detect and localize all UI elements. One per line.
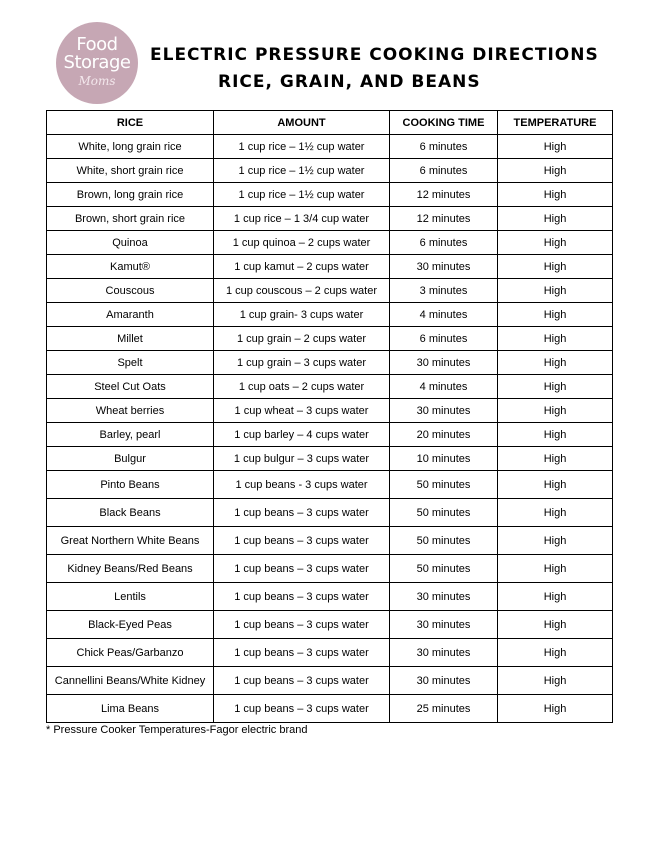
table-row [47, 695, 613, 723]
cell-time: 50 minutes [390, 527, 498, 555]
cell-time: 4 minutes [390, 303, 498, 327]
cell-time: 50 minutes [390, 555, 498, 583]
cell-item: White, short grain rice [47, 159, 214, 183]
cell-amount: 1 cup kamut – 2 cups water [214, 255, 390, 279]
cell-temperature: High [498, 527, 613, 555]
table-row [47, 159, 613, 183]
table-row [47, 231, 613, 255]
table-row [47, 583, 613, 611]
cell-amount: 1 cup rice – 1½ cup water [214, 135, 390, 159]
cell-item: Brown, long grain rice [47, 183, 214, 207]
cell-time: 6 minutes [390, 327, 498, 351]
cell-item: Lima Beans [47, 695, 214, 723]
cell-temperature: High [498, 303, 613, 327]
cell-temperature: High [498, 667, 613, 695]
cell-temperature: High [498, 231, 613, 255]
cell-time: 50 minutes [390, 499, 498, 527]
cell-amount: 1 cup rice – 1 3/4 cup water [214, 207, 390, 231]
table-row [47, 351, 613, 375]
cell-time: 6 minutes [390, 135, 498, 159]
header-cooking-time: COOKING TIME [390, 111, 498, 135]
cell-amount: 1 cup beans – 3 cups water [214, 667, 390, 695]
table-row [47, 423, 613, 447]
table-row [47, 279, 613, 303]
cell-amount: 1 cup wheat – 3 cups water [214, 399, 390, 423]
table-row [47, 611, 613, 639]
cell-temperature: High [498, 135, 613, 159]
table-header-row [47, 111, 613, 135]
header-rice: RICE [47, 111, 214, 135]
table-row [47, 499, 613, 527]
cell-amount: 1 cup bulgur – 3 cups water [214, 447, 390, 471]
cell-temperature: High [498, 639, 613, 667]
table-row [47, 471, 613, 499]
table-row [47, 135, 613, 159]
cell-temperature: High [498, 255, 613, 279]
cell-time: 3 minutes [390, 279, 498, 303]
logo-line1: Food [76, 34, 118, 55]
cell-item: Cannellini Beans/White Kidney [47, 667, 214, 695]
cell-time: 6 minutes [390, 231, 498, 255]
table-row [47, 375, 613, 399]
cell-item: Bulgur [47, 447, 214, 471]
cell-time: 50 minutes [390, 471, 498, 499]
cell-temperature: High [498, 279, 613, 303]
table-row [47, 639, 613, 667]
food-storage-moms-logo [56, 22, 138, 104]
cell-item: Black Beans [47, 499, 214, 527]
cell-temperature: High [498, 183, 613, 207]
cell-item: White, long grain rice [47, 135, 214, 159]
cell-item: Brown, short grain rice [47, 207, 214, 231]
cell-item: Kidney Beans/Red Beans [47, 555, 214, 583]
cooking-directions-table [46, 110, 613, 723]
cell-time: 30 minutes [390, 639, 498, 667]
cell-time: 12 minutes [390, 183, 498, 207]
footnote: * Pressure Cooker Temperatures-Fagor electric brand [46, 724, 308, 736]
table-row [47, 447, 613, 471]
cell-item: Kamut® [47, 255, 214, 279]
table-row [47, 207, 613, 231]
cell-temperature: High [498, 611, 613, 639]
table-row [47, 667, 613, 695]
cell-temperature: High [498, 555, 613, 583]
table-row [47, 327, 613, 351]
cell-amount: 1 cup rice – 1½ cup water [214, 183, 390, 207]
cell-temperature: High [498, 159, 613, 183]
cell-amount: 1 cup couscous – 2 cups water [214, 279, 390, 303]
header-temperature: TEMPERATURE [498, 111, 613, 135]
table-row [47, 555, 613, 583]
cell-item: Lentils [47, 583, 214, 611]
cell-temperature: High [498, 351, 613, 375]
cell-time: 10 minutes [390, 447, 498, 471]
cell-amount: 1 cup beans – 3 cups water [214, 695, 390, 723]
cell-amount: 1 cup beans – 3 cups water [214, 527, 390, 555]
cell-item: Steel Cut Oats [47, 375, 214, 399]
cell-time: 20 minutes [390, 423, 498, 447]
cell-temperature: High [498, 695, 613, 723]
cell-amount: 1 cup beans – 3 cups water [214, 611, 390, 639]
cell-item: Spelt [47, 351, 214, 375]
cell-time: 30 minutes [390, 611, 498, 639]
cell-amount: 1 cup rice – 1½ cup water [214, 159, 390, 183]
cell-temperature: High [498, 583, 613, 611]
cell-time: 12 minutes [390, 207, 498, 231]
table-row [47, 303, 613, 327]
cell-time: 30 minutes [390, 351, 498, 375]
cell-amount: 1 cup grain – 2 cups water [214, 327, 390, 351]
cell-time: 25 minutes [390, 695, 498, 723]
cell-item: Great Northern White Beans [47, 527, 214, 555]
cell-time: 4 minutes [390, 375, 498, 399]
table-row [47, 183, 613, 207]
cell-amount: 1 cup beans – 3 cups water [214, 639, 390, 667]
cell-time: 30 minutes [390, 399, 498, 423]
cell-amount: 1 cup beans – 3 cups water [214, 499, 390, 527]
cell-temperature: High [498, 375, 613, 399]
cell-time: 6 minutes [390, 159, 498, 183]
table-row [47, 527, 613, 555]
cell-item: Couscous [47, 279, 214, 303]
cell-time: 30 minutes [390, 667, 498, 695]
cell-amount: 1 cup beans – 3 cups water [214, 555, 390, 583]
cell-temperature: High [498, 327, 613, 351]
cell-item: Amaranth [47, 303, 214, 327]
cell-item: Quinoa [47, 231, 214, 255]
cell-item: Black-Eyed Peas [47, 611, 214, 639]
cell-time: 30 minutes [390, 583, 498, 611]
header-amount: AMOUNT [214, 111, 390, 135]
cell-amount: 1 cup beans – 3 cups water [214, 583, 390, 611]
cell-temperature: High [498, 447, 613, 471]
cell-time: 30 minutes [390, 255, 498, 279]
page-title-line1: ELECTRIC PRESSURE COOKING DIRECTIONS [150, 45, 599, 65]
cell-temperature: High [498, 399, 613, 423]
cell-temperature: High [498, 499, 613, 527]
cell-item: Wheat berries [47, 399, 214, 423]
cell-amount: 1 cup quinoa – 2 cups water [214, 231, 390, 255]
table-row [47, 399, 613, 423]
cell-temperature: High [498, 423, 613, 447]
cell-amount: 1 cup barley – 4 cups water [214, 423, 390, 447]
cell-amount: 1 cup oats – 2 cups water [214, 375, 390, 399]
cell-temperature: High [498, 471, 613, 499]
cell-item: Pinto Beans [47, 471, 214, 499]
cell-amount: 1 cup beans - 3 cups water [214, 471, 390, 499]
cell-temperature: High [498, 207, 613, 231]
logo-line3: Moms [78, 74, 116, 88]
cell-item: Barley, pearl [47, 423, 214, 447]
page-title-line2: RICE, GRAIN, AND BEANS [218, 72, 481, 92]
cell-item: Chick Peas/Garbanzo [47, 639, 214, 667]
cell-item: Millet [47, 327, 214, 351]
cell-amount: 1 cup grain – 3 cups water [214, 351, 390, 375]
logo-line2: Storage [63, 52, 131, 73]
cell-amount: 1 cup grain- 3 cups water [214, 303, 390, 327]
table-row [47, 255, 613, 279]
